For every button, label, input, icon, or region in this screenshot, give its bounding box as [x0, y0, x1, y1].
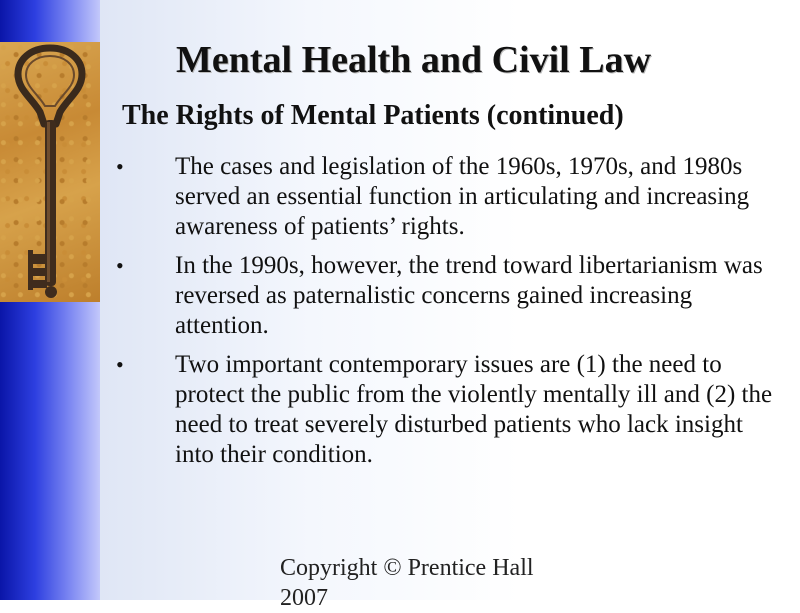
key-image — [0, 42, 100, 302]
slide-title: Mental Health and Civil Law — [176, 39, 652, 81]
copyright-notice: Copyright © Prentice Hall 2007 — [280, 555, 534, 611]
bullet-text: In the 1990s, however, the trend toward libertarianism was reversed as paternalistic concerns gained increasing attention. — [175, 252, 763, 339]
bullet-text: Two important contemporary issues are (1) the need to protect the public from the violently mentally ill and (2) the need to treat severely disturbed patients who lack insight into their condition. — [175, 351, 773, 468]
bullet-text: The cases and legislation of the 1960s, 1970s, and 1980s served an essential function in articulating and increasing awareness of patients’ rights. — [175, 153, 750, 240]
bullet-icon: • — [116, 253, 124, 278]
key-icon — [0, 42, 100, 302]
bullet-list — [116, 152, 780, 479]
bullet-item — [116, 350, 780, 470]
bullet-item — [116, 251, 780, 341]
slide-subtitle: The Rights of Mental Patients (continued) — [122, 100, 624, 131]
bullet-icon: • — [116, 154, 124, 179]
bullet-icon: • — [116, 352, 124, 377]
slide-content — [100, 0, 800, 611]
bullet-item — [116, 152, 780, 242]
